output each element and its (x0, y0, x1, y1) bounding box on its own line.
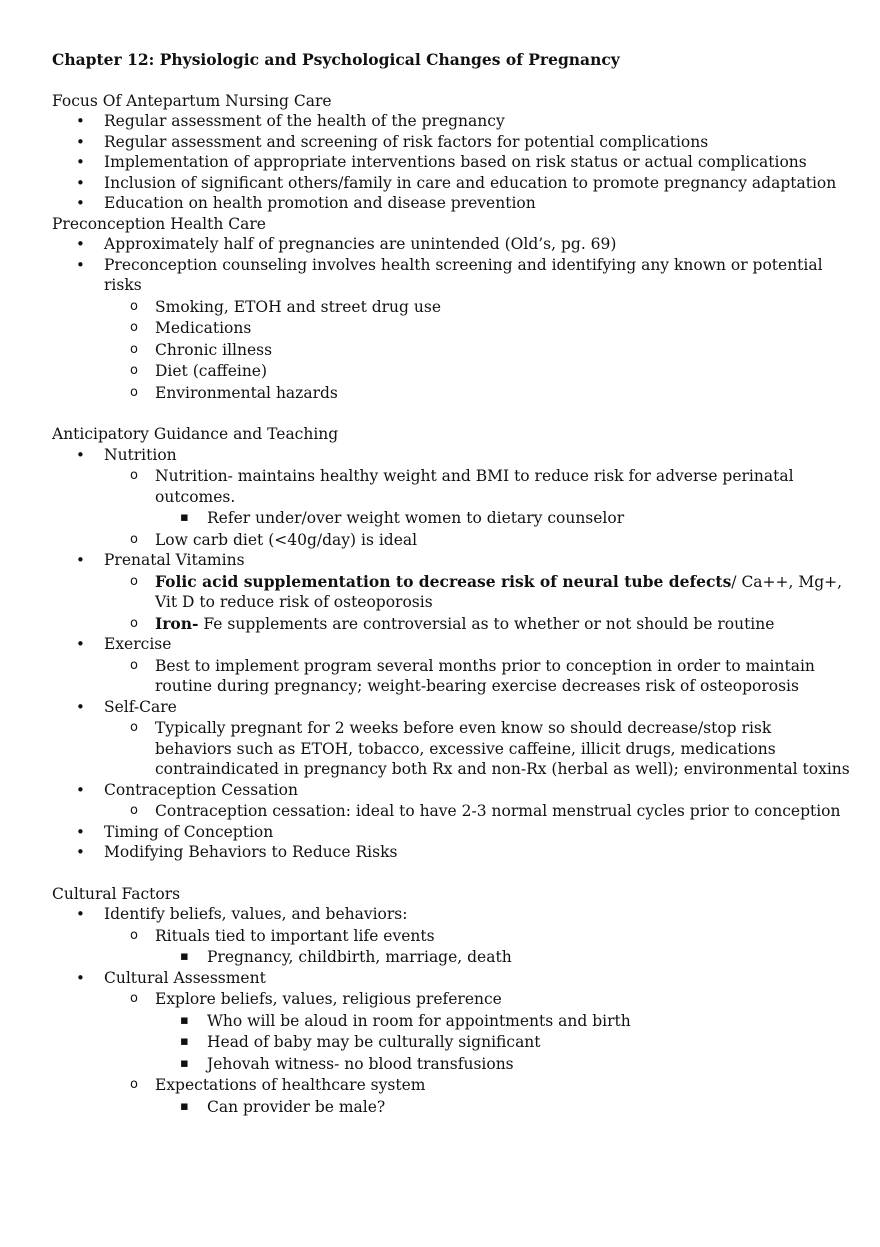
list-item-text: Contraception Cessation (104, 780, 298, 799)
page-title: Chapter 12: Physiologic and Psychological Changes of Pregnancy (52, 50, 620, 69)
list-item-text: Self-Care (104, 697, 177, 716)
detail-item: ▪ Who will be aloud in room for appointments and birth (155, 1011, 852, 1032)
section-heading-cultural: Cultural Factors (52, 884, 181, 903)
section-heading-preconception: Preconception Health Care (52, 214, 266, 233)
spacer (52, 403, 852, 424)
list-item-vitamins (52, 550, 852, 634)
sub-item-text: Expectations of healthcare system (155, 1076, 426, 1094)
list-item: • Inclusion of significant others/family in care and education to promote pregnancy adaptation (52, 173, 852, 194)
list-item-text: Identify beliefs, values, and behaviors: (104, 905, 408, 923)
preconception-list (52, 234, 852, 403)
sub-item: o Typically pregnant for 2 weeks before even know so should decrease/stop risk behaviors such as ETOH, tobacco, excessive caffeine, illicit drugs, medications contraindicated in pregnancy both Rx and non-Rx (herbal as well); environmental toxins (104, 718, 852, 780)
sub-item: o Best to implement program several months prior to conception in order to maintain routine during pregnancy; weight-bearing exercise decreases risk of osteoporosis (104, 656, 852, 697)
list-item-assessment (52, 968, 852, 1118)
selfcare-sublist (104, 718, 852, 780)
section-heading-anticipatory: Anticipatory Guidance and Teaching (52, 425, 339, 443)
sub-item: o Low carb diet (<40g/day) is ideal (104, 530, 852, 551)
rituals-detail-list (155, 947, 852, 968)
list-item-identify (52, 904, 852, 968)
nutrition-detail-list (155, 508, 852, 529)
list-item-text: Cultural Assessment (104, 968, 266, 987)
sub-item: o Environmental hazards (104, 383, 852, 404)
sub-item: o Contraception cessation: ideal to have 2-3 normal menstrual cycles prior to conception (104, 801, 852, 822)
contraception-sublist (104, 801, 852, 822)
list-item: • Implementation of appropriate interventions based on risk status or actual complications (52, 152, 852, 173)
list-item: • Education on health promotion and disease prevention (52, 193, 852, 214)
list-item: • Regular assessment of the health of the pregnancy (52, 111, 852, 132)
detail-item: ▪ Refer under/over weight women to dietary counselor (155, 508, 852, 529)
sub-item (104, 466, 852, 529)
list-item-selfcare (52, 697, 852, 780)
risk-sublist (104, 297, 852, 404)
list-item-nutrition (52, 445, 852, 551)
list-item-modifying: • Modifying Behaviors to Reduce Risks (52, 842, 852, 863)
sub-item: o Smoking, ETOH and street drug use (104, 297, 852, 318)
anticipatory-list (52, 445, 852, 863)
spacer (52, 863, 852, 884)
list-item-text: Nutrition (104, 445, 177, 464)
expectations-detail-list (155, 1097, 852, 1118)
focus-list (52, 111, 852, 214)
identify-sublist (104, 926, 852, 968)
list-item-contraception (52, 780, 852, 822)
sub-item (104, 1075, 852, 1117)
list-item-text: Preconception counseling involves health screening and identifying any known or potential risks (104, 255, 823, 294)
list-item-timing: • Timing of Conception (52, 822, 852, 843)
explore-detail-list (155, 1011, 852, 1075)
list-item-text: Exercise (104, 635, 172, 653)
nutrition-sublist (104, 466, 852, 550)
folic-acid-bold: Folic acid supplementation to decrease risk of neural tube defects (155, 571, 732, 591)
sub-item: o Chronic illness (104, 340, 852, 361)
detail-item: ▪ Head of baby may be culturally significant (155, 1032, 852, 1053)
cultural-list (52, 904, 852, 1117)
sub-item (104, 572, 852, 613)
sub-item (104, 989, 852, 1074)
sub-item: o Medications (104, 318, 852, 339)
iron-rest: Fe supplements are controversial as to whether or not should be routine (198, 614, 775, 633)
detail-item: ▪ Jehovah witness- no blood transfusions (155, 1054, 852, 1075)
list-item (52, 255, 852, 404)
section-heading-focus: Focus Of Antepartum Nursing Care (52, 91, 332, 110)
iron-bold: Iron- (155, 613, 199, 633)
list-item-exercise (52, 634, 852, 697)
folic-acid-rest: / Ca++, Mg+, Vit D to reduce risk of osteoporosis (155, 572, 843, 611)
sub-item (104, 926, 852, 968)
list-item-text: Prenatal Vitamins (104, 551, 245, 569)
document-page (52, 50, 852, 1117)
sub-item-text: Rituals tied to important life events (155, 926, 435, 945)
list-item: • Approximately half of pregnancies are unintended (Old’s, pg. 69) (52, 234, 852, 255)
sub-item: o Diet (caffeine) (104, 361, 852, 382)
exercise-sublist (104, 656, 852, 697)
vitamins-sublist (104, 572, 852, 635)
list-item: • Regular assessment and screening of risk factors for potential complications (52, 132, 852, 153)
sub-item (104, 614, 852, 635)
detail-item: ▪ Pregnancy, childbirth, marriage, death (155, 947, 852, 968)
sub-item-text: Nutrition- maintains healthy weight and BMI to reduce risk for adverse perinatal outcomes. (155, 467, 794, 506)
assessment-sublist (104, 989, 852, 1117)
detail-item: ▪ Can provider be male? (155, 1097, 852, 1118)
sub-item-text: Explore beliefs, values, religious preference (155, 990, 502, 1008)
